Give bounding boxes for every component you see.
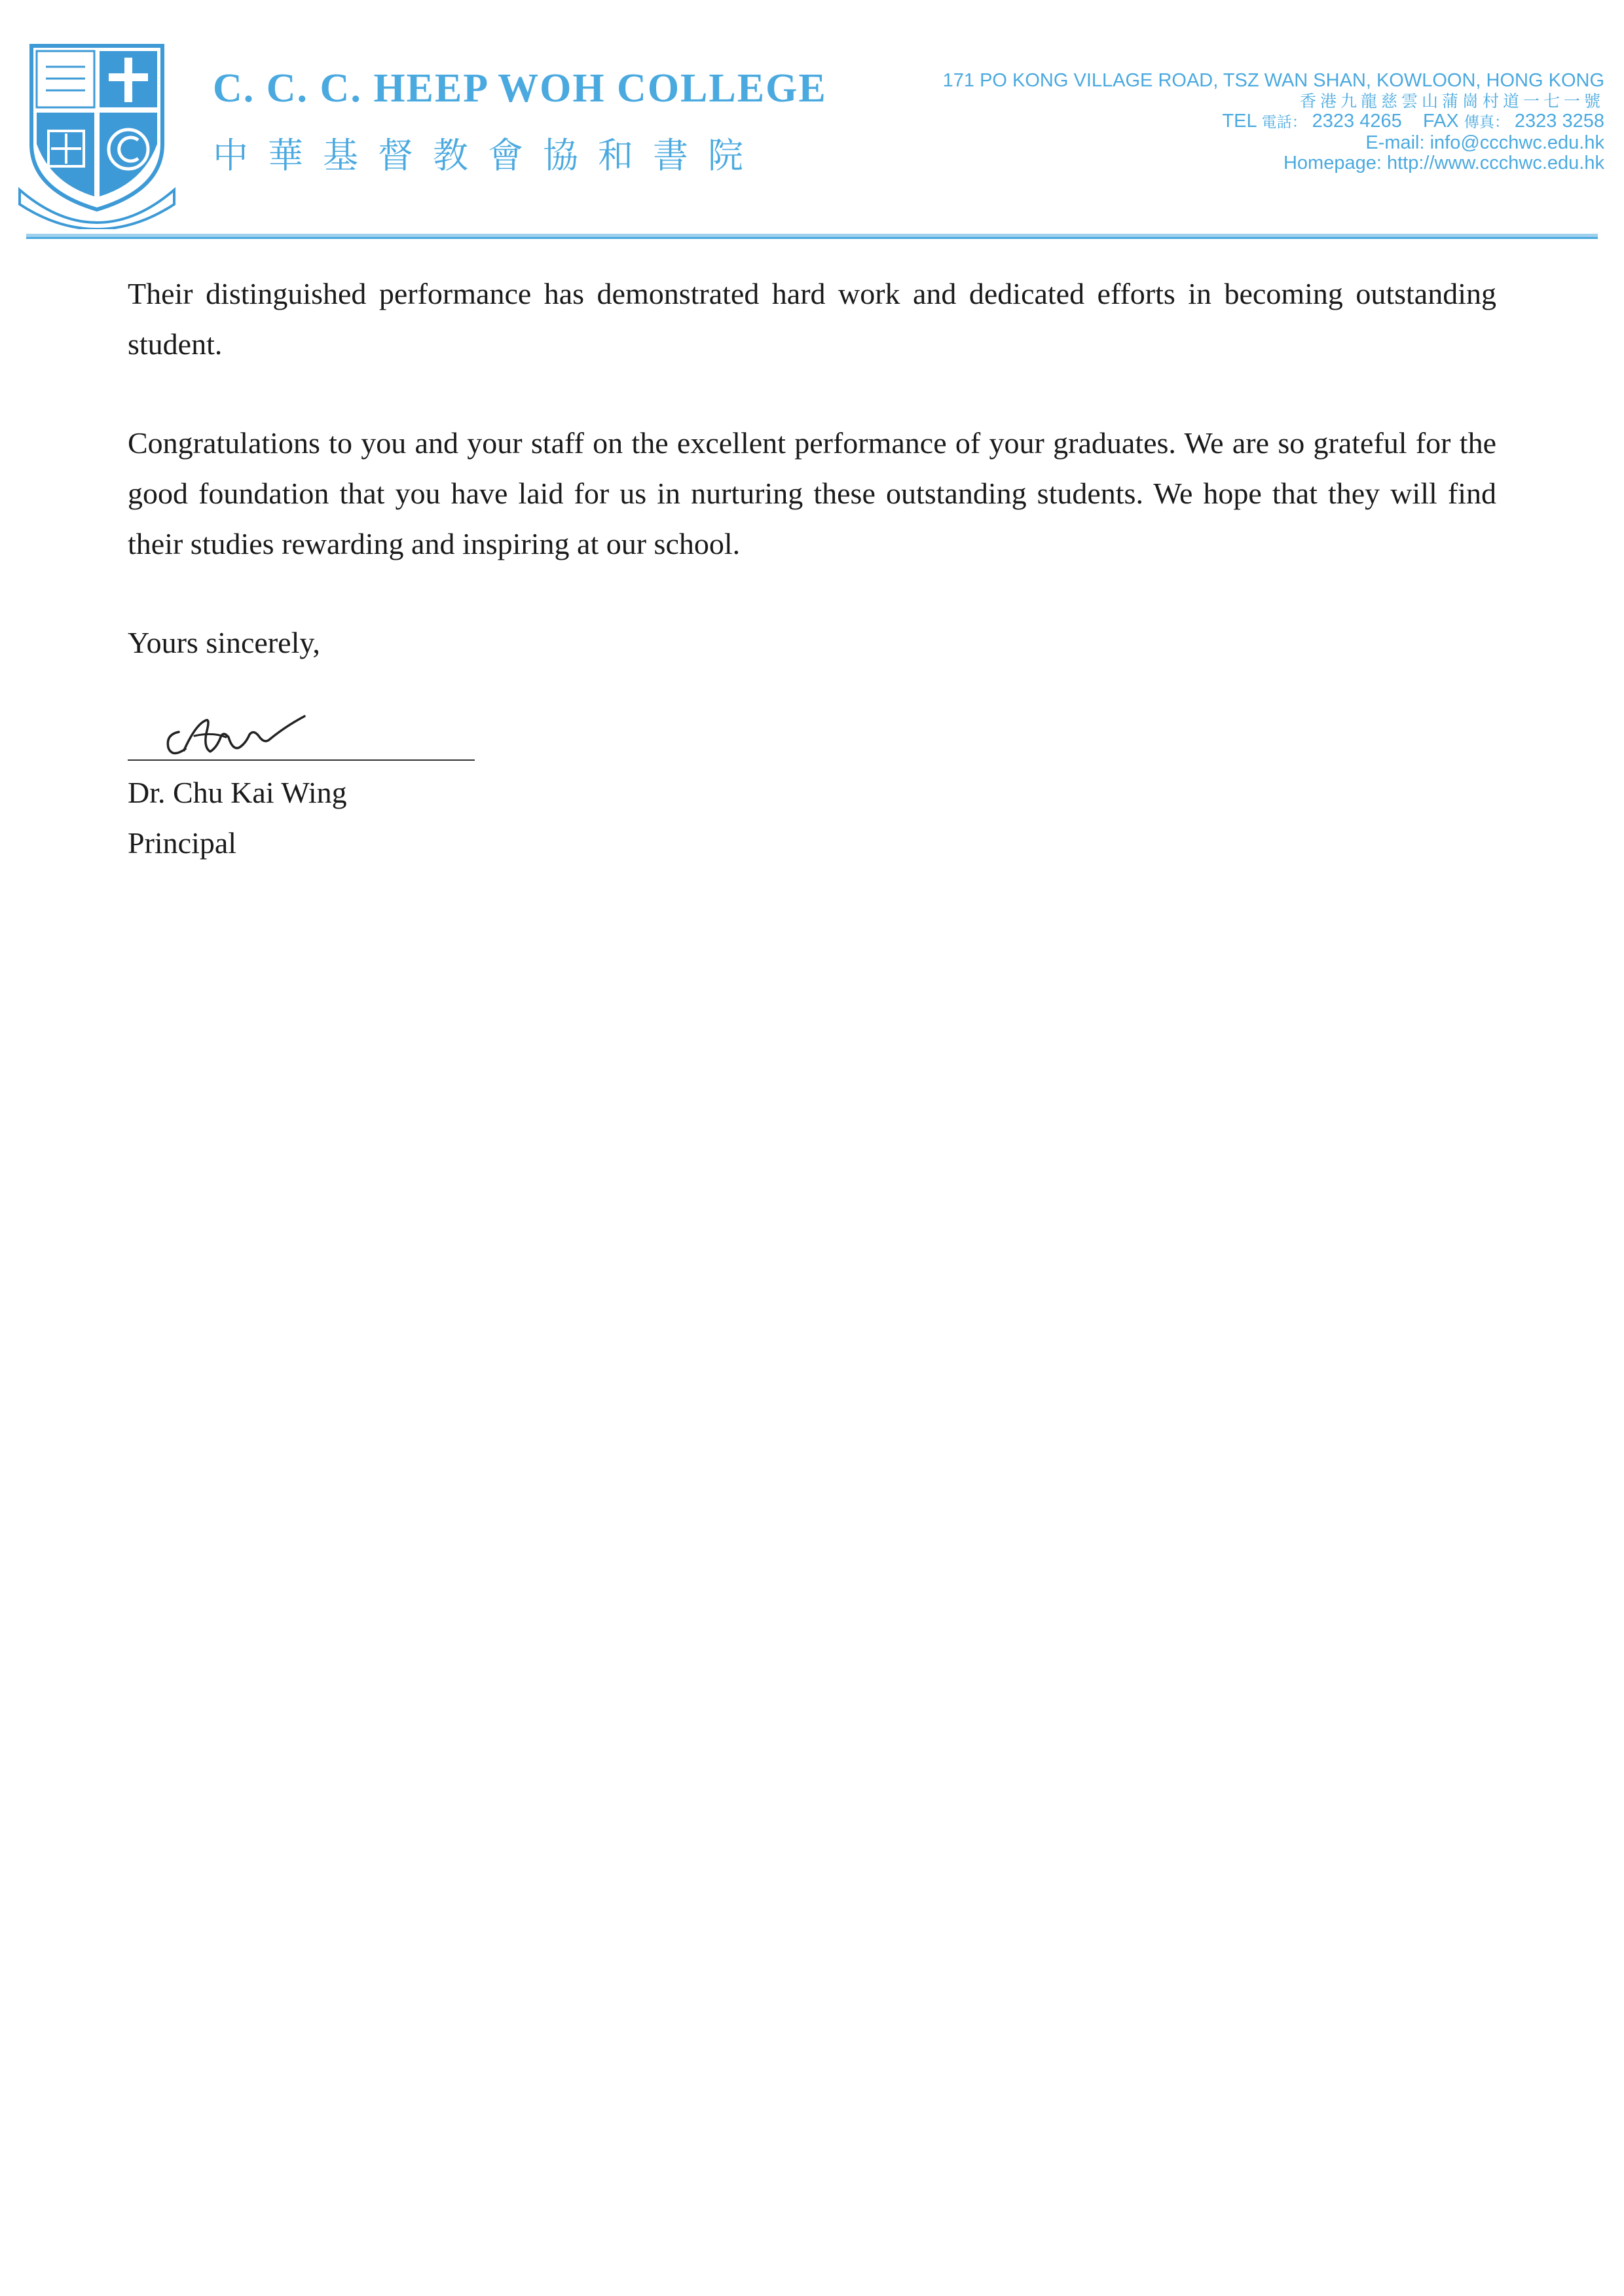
signer-title: Principal — [128, 826, 237, 860]
header-divider — [26, 234, 1598, 239]
fax-label: FAX — [1422, 111, 1459, 132]
tel-label-chinese: 電話： — [1261, 114, 1307, 131]
school-name-english: C. C. C. HEEP WOH COLLEGE — [213, 66, 827, 111]
address-english: 171 PO KONG VILLAGE ROAD, TSZ WAN SHAN, KOWLOON, HONG KONG — [942, 70, 1604, 91]
contact-block — [943, 71, 1604, 173]
body-paragraph-2: Congratulations to you and your staff on the excellent performance of your graduates. We are so grateful for the good foundation that you have laid for us in nurturing these outstanding students. We hope that they will find their studies rewarding and inspiring at our school. — [128, 426, 1496, 560]
body-paragraph-1: Their distinguished performance has demonstrated hard work and dedicated efforts in becoming outstanding student. — [128, 277, 1496, 361]
tel-value: 2323 4265 — [1312, 111, 1402, 132]
handwritten-signature — [154, 694, 363, 766]
signature-line — [128, 759, 475, 761]
signer-name: Dr. Chu Kai Wing — [128, 776, 347, 809]
signature-block — [128, 694, 494, 766]
closing-salutation: Yours sincerely, — [128, 626, 320, 659]
letterhead — [0, 0, 1624, 249]
school-crest-logo — [18, 33, 175, 229]
school-name-chinese: 中華基督教會協和書院 — [213, 135, 763, 176]
fax-value: 2323 3258 — [1514, 111, 1604, 132]
email: E-mail: info@ccchwc.edu.hk — [1365, 132, 1604, 153]
fax-label-chinese: 傳真： — [1464, 114, 1509, 131]
tel-label: TEL — [1222, 111, 1257, 132]
letter-body — [128, 268, 1496, 868]
address-chinese: 香港九龍慈雲山蒲崗村道一七一號 — [1299, 92, 1604, 111]
phone-fax-line — [943, 111, 1604, 133]
homepage: Homepage: http://www.ccchwc.edu.hk — [1283, 153, 1604, 173]
